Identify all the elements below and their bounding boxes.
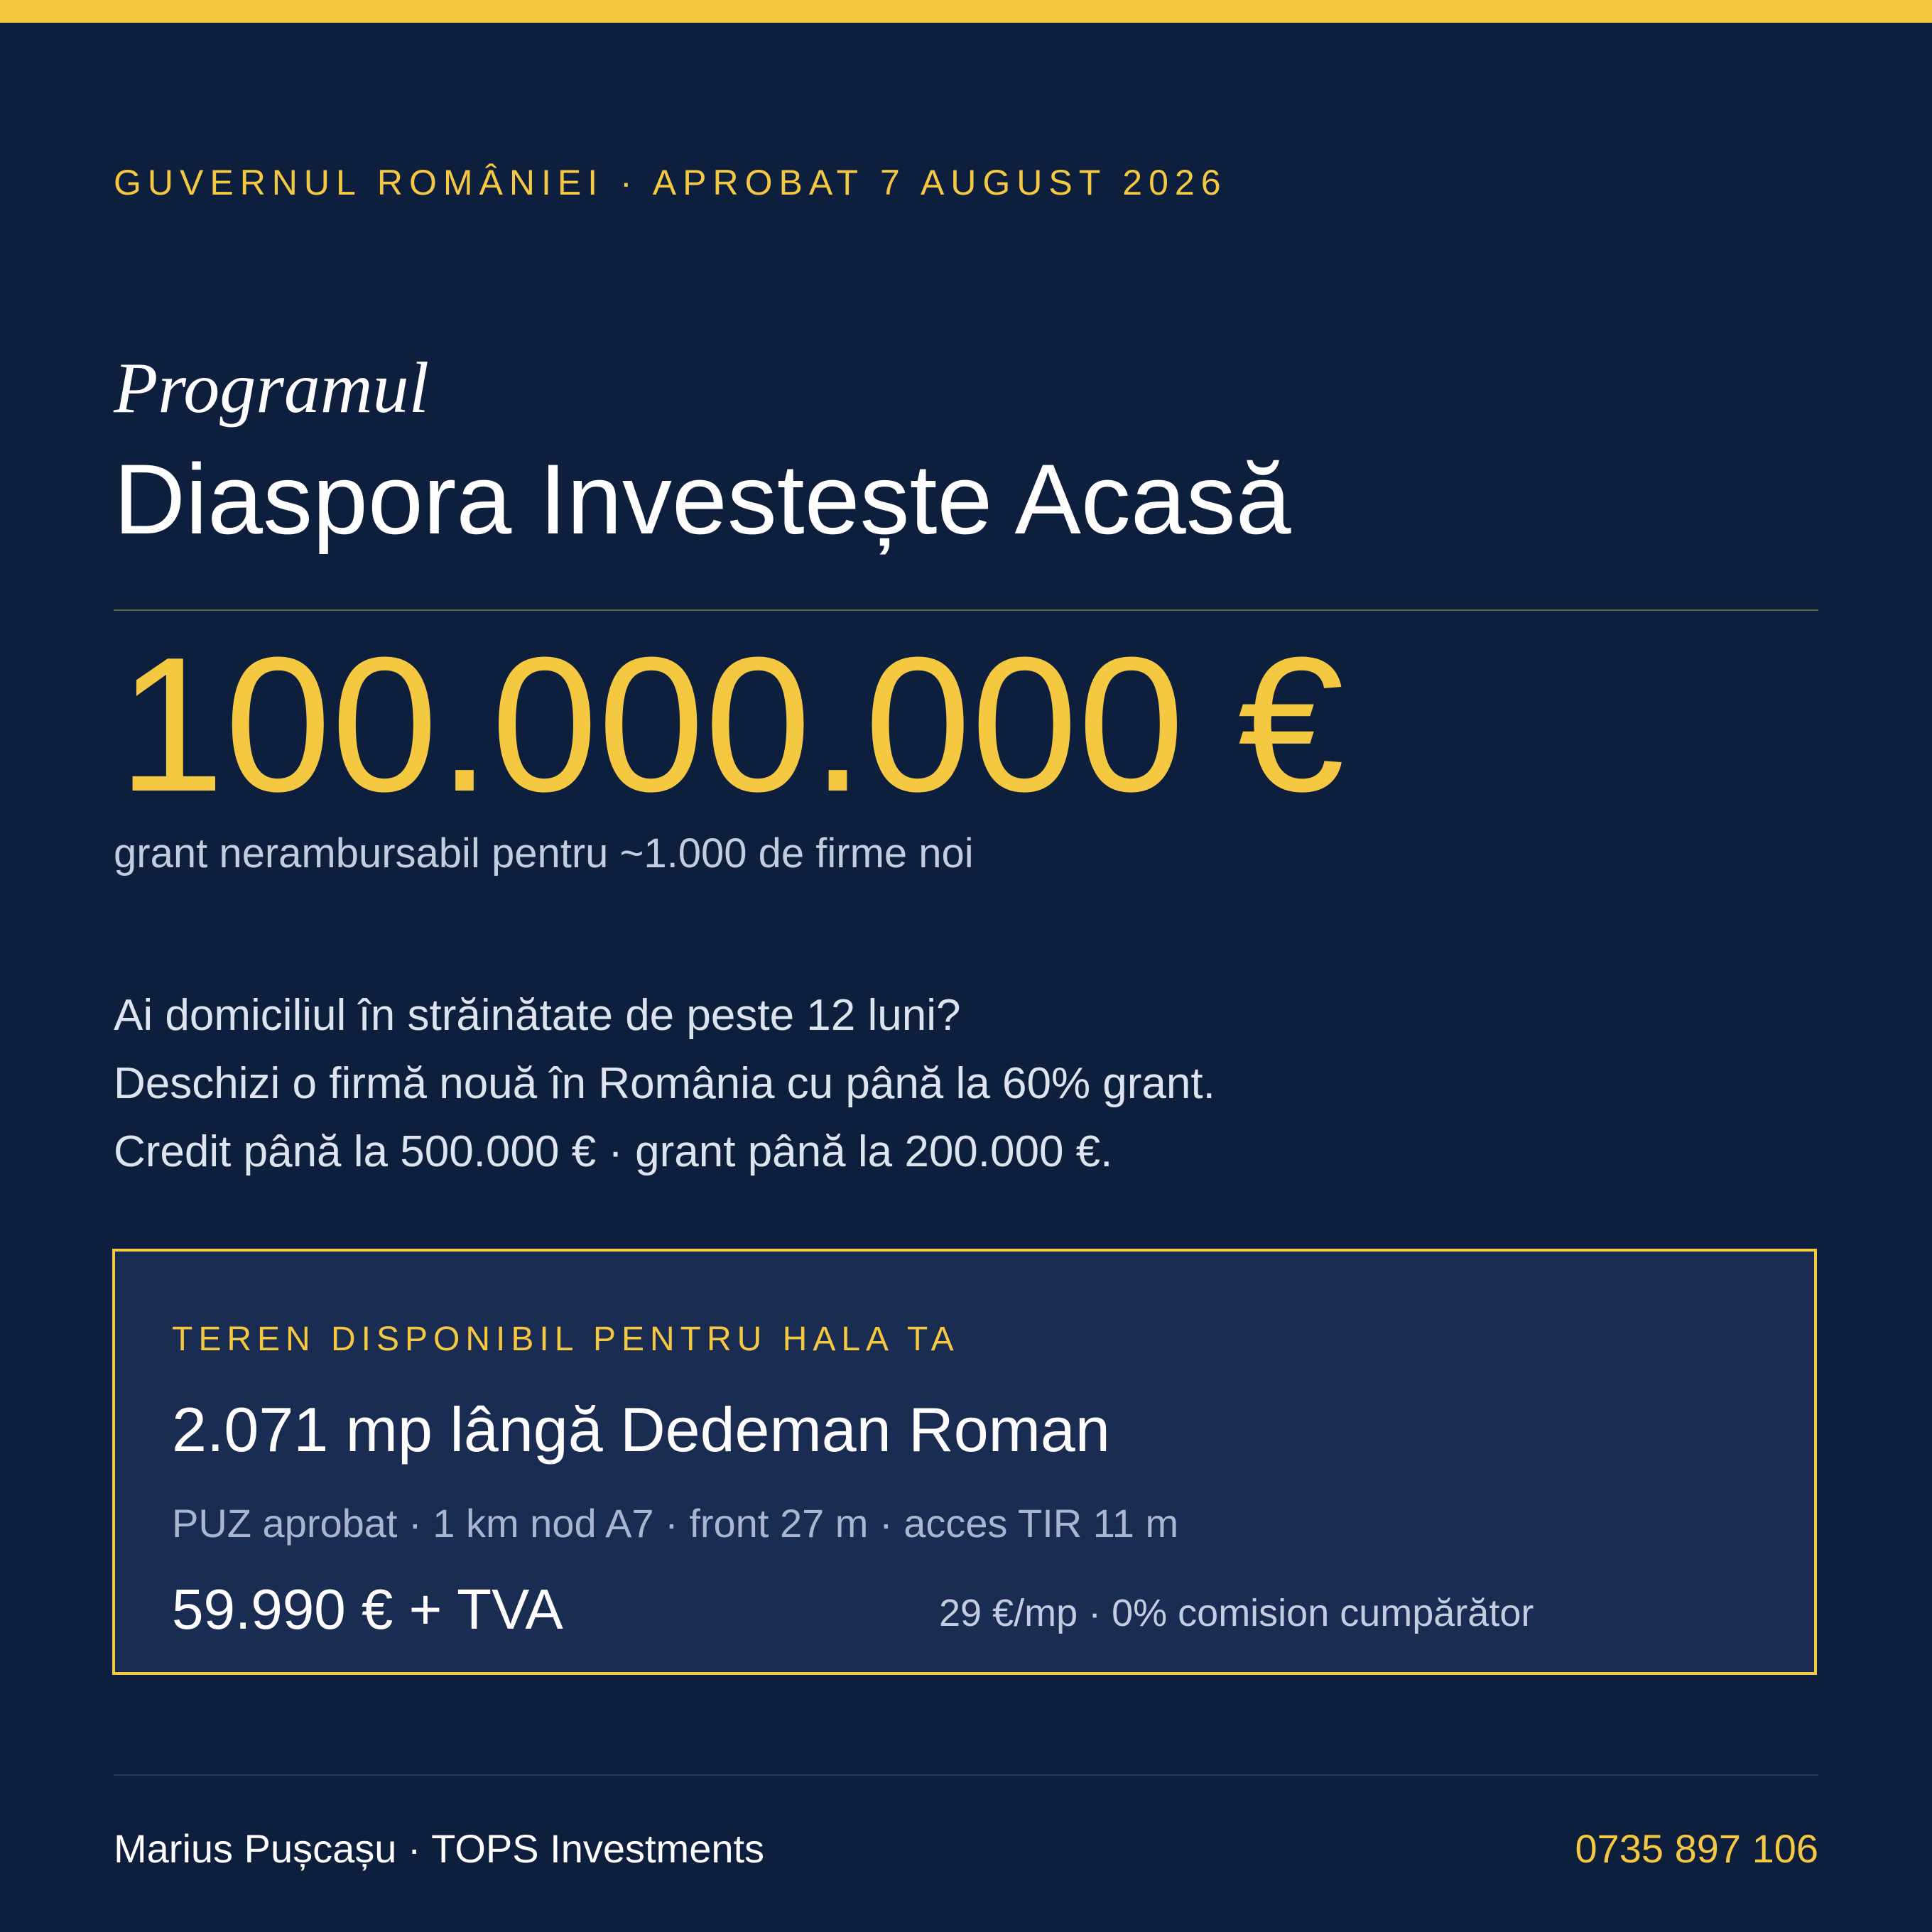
- land-offer-title: 2.071 mp lângă Dedeman Roman: [172, 1394, 1110, 1465]
- footer-divider: [114, 1774, 1818, 1776]
- land-offer-price: 59.990 € + TVA: [172, 1578, 563, 1641]
- page-title: Diaspora Investește Acasă: [114, 443, 1291, 555]
- title-divider: [114, 609, 1818, 611]
- pitch-line: Credit până la 500.000 € · grant până la 200.000 €.: [114, 1127, 1113, 1176]
- pitch-line: Deschizi o firmă nouă în România cu până la 60% grant.: [114, 1059, 1215, 1108]
- land-offer-box: [112, 1249, 1817, 1675]
- pitch-text: [114, 982, 1215, 1186]
- pitch-line: Ai domiciliul în străinătate de peste 12 luni?: [114, 991, 961, 1040]
- footer-phone[interactable]: 0735 897 106: [1575, 1826, 1818, 1871]
- land-offer-price-note: 29 €/mp · 0% comision cumpărător: [939, 1592, 1534, 1634]
- grant-amount: 100.000.000 €: [118, 618, 1345, 832]
- top-accent-bar: [0, 0, 1932, 23]
- land-offer-label: TEREN DISPONIBIL PENTRU HALA TA: [172, 1320, 960, 1358]
- kicker-text: GUVERNUL ROMÂNIEI · APROBAT 7 AUGUST 2026: [114, 163, 1227, 202]
- grant-amount-subtitle: grant nerambursabil pentru ~1.000 de firme noi: [114, 830, 974, 877]
- footer-contact-name: Marius Pușcașu · TOPS Investments: [114, 1826, 765, 1871]
- title-prefix: Programul: [114, 348, 429, 428]
- land-offer-details: PUZ aprobat · 1 km nod A7 · front 27 m · acces TIR 11 m: [172, 1501, 1179, 1546]
